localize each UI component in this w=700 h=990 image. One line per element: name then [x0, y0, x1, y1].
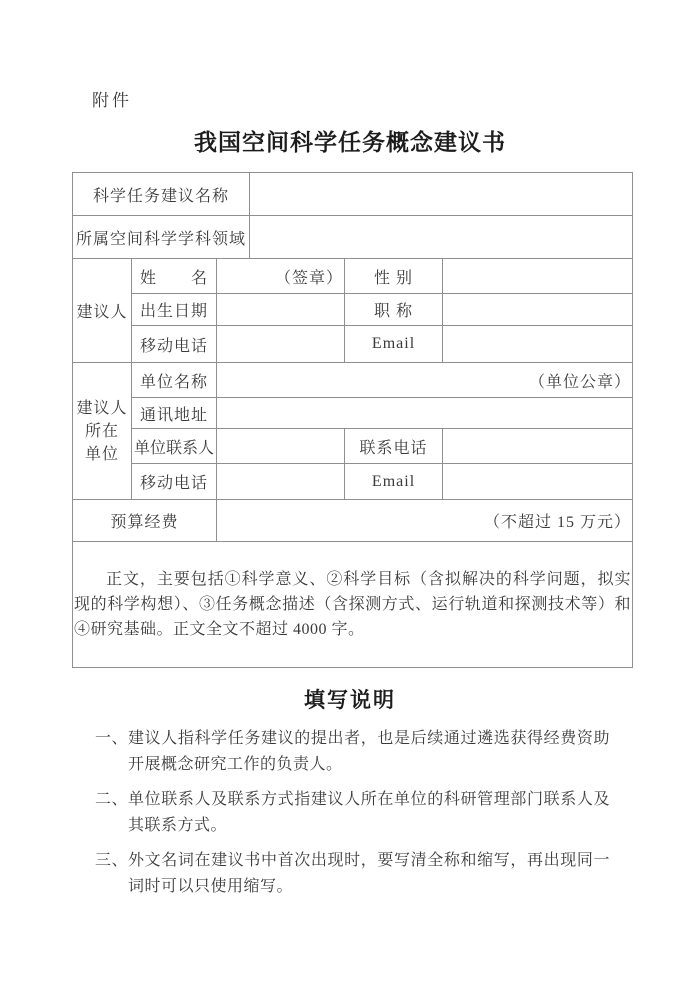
row-proposer-mobile — [73, 326, 633, 363]
instruction-item-3-text: 外文名词在建议书中首次出现时，要写清全称和缩写，再出现同一词时可以只使用缩写。 — [128, 852, 610, 895]
body-note: 正文，主要包括①科学意义、②科学目标（含拟解决的科学问题，拟实现的科学构想）、③任务概念描述（含探测方式、运行轨道和探测技术等）和④研究基础。正文全文不超过 4000 字。 — [73, 542, 633, 668]
mobile-value-cell — [217, 326, 345, 363]
proposal-name-label: 科学任务建议名称 — [73, 173, 250, 216]
org-seal-hint: （单位公章） — [217, 363, 633, 398]
org-contact-label: 单位联系人 — [132, 429, 217, 464]
address-value-cell — [217, 398, 633, 429]
instructions-title: 填写说明 — [304, 688, 396, 712]
row-discipline — [73, 216, 633, 259]
page-title: 我国空间科学任务概念建议书 — [194, 130, 506, 155]
row-proposer-birth — [73, 294, 633, 326]
attachment-label: 附件 — [92, 91, 132, 110]
row-org-name — [73, 363, 633, 398]
email-label: Email — [345, 326, 443, 363]
discipline-value-cell — [250, 216, 633, 259]
row-org-address — [73, 398, 633, 429]
instruction-item-2-number: 二、 — [95, 791, 129, 808]
discipline-label: 所属空间科学学科领域 — [73, 216, 250, 259]
org-email-value-cell — [443, 464, 633, 500]
instruction-item-1-number: 一、 — [95, 730, 129, 747]
proposal-name-value-cell — [250, 173, 633, 216]
instructions-list — [95, 726, 610, 909]
contact-phone-label: 联系电话 — [345, 429, 443, 464]
org-mobile-label: 移动电话 — [132, 464, 217, 500]
proposal-form-table — [72, 172, 633, 668]
proposer-group-label: 建议人 — [73, 259, 132, 363]
birth-value-cell — [217, 294, 345, 326]
instruction-item-1 — [95, 726, 610, 778]
instruction-item-2-text: 单位联系人及联系方式指建议人所在单位的科研管理部门联系人及其联系方式。 — [128, 791, 610, 834]
org-name-label: 单位名称 — [132, 363, 217, 398]
org-group-label-line2: 所在 — [84, 422, 119, 440]
row-org-contact — [73, 429, 633, 464]
org-group-label-line3: 单位 — [84, 445, 119, 463]
budget-label: 预算经费 — [73, 500, 217, 542]
gender-label: 性 别 — [345, 259, 443, 294]
title-label: 职 称 — [345, 294, 443, 326]
instruction-item-1-text: 建议人指科学任务建议的提出者，也是后续通过遴选获得经费资助开展概念研究工作的负责人。 — [128, 730, 610, 773]
birth-label: 出生日期 — [132, 294, 217, 326]
name-label: 姓 名 — [132, 259, 217, 294]
row-body-note — [73, 542, 633, 668]
org-group-label-line1: 建议人 — [76, 399, 128, 417]
row-proposal-name — [73, 173, 633, 216]
instruction-item-3 — [95, 848, 610, 900]
row-org-mobile — [73, 464, 633, 500]
contact-phone-value-cell — [443, 429, 633, 464]
gender-value-cell — [443, 259, 633, 294]
row-budget — [73, 500, 633, 542]
org-contact-value-cell — [217, 429, 345, 464]
budget-hint: （不超过 15 万元） — [217, 500, 633, 542]
signature-hint: （签章） — [217, 259, 345, 294]
email-value-cell — [443, 326, 633, 363]
proposal-form — [72, 172, 633, 668]
row-proposer-name — [73, 259, 633, 294]
org-group-label — [73, 363, 132, 500]
instruction-item-3-number: 三、 — [95, 852, 129, 869]
org-mobile-value-cell — [217, 464, 345, 500]
instruction-item-2 — [95, 787, 610, 839]
address-label: 通讯地址 — [132, 398, 217, 429]
title-value-cell — [443, 294, 633, 326]
mobile-label: 移动电话 — [132, 326, 217, 363]
org-email-label: Email — [345, 464, 443, 500]
